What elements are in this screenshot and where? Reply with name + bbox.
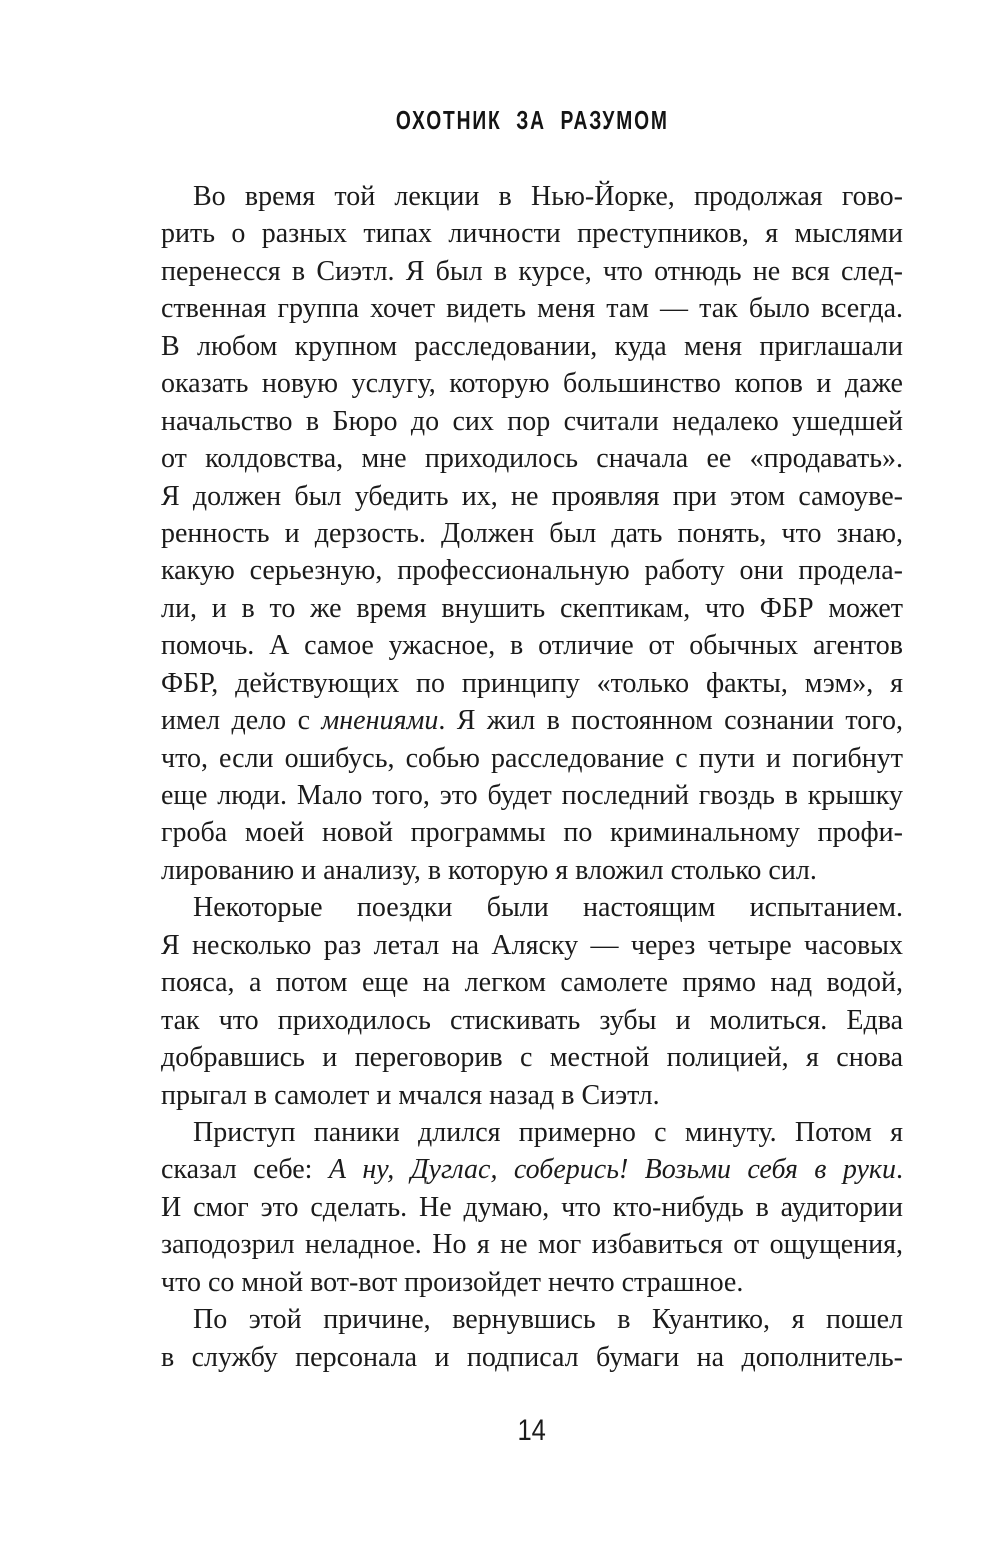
text-segment: оказать новую услугу, которую большинство копов и даже bbox=[161, 368, 903, 400]
text-line-content bbox=[161, 406, 903, 437]
text-segment: ственная группа хочет видеть меня там — так было всегда. bbox=[161, 293, 903, 325]
text-segment: Я должен был убедить их, не проявляя при этом самоуве- bbox=[161, 480, 903, 512]
text-segment: помочь. А самое ужасное, в отличие от обычных агентов bbox=[161, 630, 903, 662]
text-line-content bbox=[161, 630, 903, 661]
text-line-content bbox=[161, 256, 903, 287]
page-number-text: 14 bbox=[517, 1414, 547, 1447]
text-segment: Я несколько раз летал на Аляску — через четыре часовых bbox=[161, 929, 903, 961]
paragraph bbox=[161, 1114, 903, 1301]
text-line-content bbox=[161, 780, 903, 811]
paragraph bbox=[161, 1301, 903, 1376]
text-segment: лированию и анализу, в которую я вложил столько сил. bbox=[161, 854, 817, 886]
text-segment: Приступ паники длился примерно с минуту. Потом я bbox=[193, 1116, 903, 1148]
text-line bbox=[161, 702, 903, 739]
text-line-content bbox=[161, 293, 903, 324]
text-segment: гроба моей новой программы по криминальному профи- bbox=[161, 817, 903, 849]
text-line bbox=[161, 1339, 903, 1376]
text-segment: что, если ошибусь, собью расследование с пути и погибнут bbox=[161, 742, 903, 774]
text-block bbox=[161, 178, 903, 1376]
paragraph bbox=[161, 889, 903, 1114]
text-line bbox=[161, 328, 903, 365]
text-segment: рить о разных типах личности преступников, я мыслями bbox=[161, 218, 903, 250]
text-segment: сказал себе: bbox=[161, 1154, 329, 1186]
text-line bbox=[161, 740, 903, 777]
text-line-content bbox=[161, 967, 903, 998]
text-line bbox=[161, 478, 903, 515]
text-line-content bbox=[161, 817, 903, 848]
text-segment: ли, и в то же время внушить скептикам, что ФБР может bbox=[161, 592, 903, 624]
text-line-content bbox=[161, 1267, 743, 1298]
text-segment: так что приходилось стискивать зубы и молиться. Едва bbox=[161, 1004, 903, 1036]
text-segment: ренность и дерзость. Должен был дать понять, что знаю, bbox=[161, 517, 903, 549]
running-head-text: ОХОТНИК ЗА РАЗУМОМ bbox=[395, 105, 669, 135]
text-line bbox=[161, 552, 903, 589]
text-line-content bbox=[161, 331, 903, 362]
text-line-content bbox=[193, 1117, 903, 1148]
paragraph bbox=[161, 178, 903, 889]
text-line bbox=[161, 1226, 903, 1263]
text-line-content bbox=[161, 218, 903, 249]
text-line-content bbox=[161, 593, 903, 624]
text-segment: имел дело с bbox=[161, 705, 322, 737]
text-segment: перенесся в Сиэтл. Я был в курсе, что отнюдь не вся след- bbox=[161, 255, 903, 287]
text-line-content bbox=[161, 743, 903, 774]
text-line bbox=[161, 1039, 903, 1076]
text-line bbox=[161, 964, 903, 1001]
page-number bbox=[161, 1416, 903, 1446]
text-line bbox=[161, 1189, 903, 1226]
text-segment: ФБР, действующих по принципу «только факты, мэм», я bbox=[161, 667, 903, 699]
text-line bbox=[161, 1114, 903, 1151]
text-line bbox=[161, 440, 903, 477]
text-line bbox=[161, 178, 903, 215]
text-line-content bbox=[161, 705, 903, 736]
text-line bbox=[161, 590, 903, 627]
text-line-content bbox=[161, 930, 903, 961]
text-segment: заподозрил неладное. Но я не мог избавиться от ощущения, bbox=[161, 1229, 903, 1261]
text-line bbox=[161, 814, 903, 851]
text-line-content bbox=[161, 1080, 660, 1111]
text-segment: какую серьезную, профессиональную работу они продела- bbox=[161, 555, 903, 587]
text-segment: Во время той лекции в Нью-Йорке, продолжая гово- bbox=[193, 181, 903, 212]
text-line-content bbox=[161, 1042, 903, 1073]
text-line bbox=[161, 1077, 903, 1114]
text-segment: прыгал в самолет и мчался назад в Сиэтл. bbox=[161, 1079, 660, 1111]
text-line bbox=[161, 1264, 903, 1301]
text-line-content bbox=[161, 518, 903, 549]
text-segment: еще люди. Мало того, это будет последний гвоздь в крышку bbox=[161, 780, 903, 811]
text-line bbox=[161, 777, 903, 814]
text-segment: В любом крупном расследовании, куда меня приглашали bbox=[161, 330, 903, 362]
running-head bbox=[161, 107, 903, 134]
text-line bbox=[161, 515, 903, 552]
text-line bbox=[161, 403, 903, 440]
text-segment: в службу персонала и подписал бумаги на дополнитель- bbox=[161, 1341, 903, 1373]
text-segment: начальство в Бюро до сих пор считали недалеко ушедшей bbox=[161, 405, 903, 437]
text-segment: И смог это сделать. Не думаю, что кто-нибудь в аудитории bbox=[161, 1191, 903, 1223]
text-line bbox=[161, 627, 903, 664]
text-line bbox=[161, 290, 903, 327]
text-line bbox=[161, 665, 903, 702]
text-line-content bbox=[161, 555, 903, 586]
text-line-content bbox=[193, 892, 903, 923]
text-segment: . Я жил в постоянном сознании того, bbox=[438, 705, 903, 737]
text-segment: Некоторые поездки были настоящим испытанием. bbox=[193, 892, 903, 924]
text-line bbox=[161, 852, 903, 889]
text-segment: что со мной вот-вот произойдет нечто страшное. bbox=[161, 1266, 744, 1298]
text-segment: пояса, а потом еще на легком самолете прямо над водой, bbox=[161, 967, 903, 999]
text-line-content bbox=[161, 668, 903, 699]
text-line bbox=[161, 927, 903, 964]
text-line-content bbox=[161, 1229, 903, 1260]
text-line-content bbox=[161, 368, 903, 399]
text-line-content bbox=[161, 481, 903, 512]
text-line-content bbox=[161, 1192, 903, 1223]
text-line-content bbox=[161, 1342, 903, 1373]
text-line-content bbox=[161, 1154, 903, 1185]
text-line bbox=[161, 1301, 903, 1338]
text-line-content bbox=[193, 181, 903, 212]
text-line-content bbox=[161, 855, 817, 886]
text-segment: добравшись и переговорив с местной полицией, я снова bbox=[161, 1042, 903, 1074]
italic-text-segment: А ну, Дуглас, соберись! Возьми себя в руки bbox=[328, 1154, 897, 1186]
text-segment: По этой причине, вернувшись в Куантико, я пошел bbox=[193, 1304, 903, 1336]
text-segment: . bbox=[896, 1154, 904, 1186]
text-line bbox=[161, 215, 903, 252]
text-line-content bbox=[161, 443, 903, 474]
text-line bbox=[161, 889, 903, 926]
text-segment: от колдовства, мне приходилось сначала ее «продавать». bbox=[161, 443, 903, 475]
text-line bbox=[161, 253, 903, 290]
text-line-content bbox=[161, 1005, 903, 1036]
text-line-content bbox=[193, 1304, 903, 1335]
text-line bbox=[161, 1002, 903, 1039]
text-line bbox=[161, 365, 903, 402]
italic-text-segment: мнениями bbox=[321, 705, 439, 737]
text-line bbox=[161, 1151, 903, 1188]
